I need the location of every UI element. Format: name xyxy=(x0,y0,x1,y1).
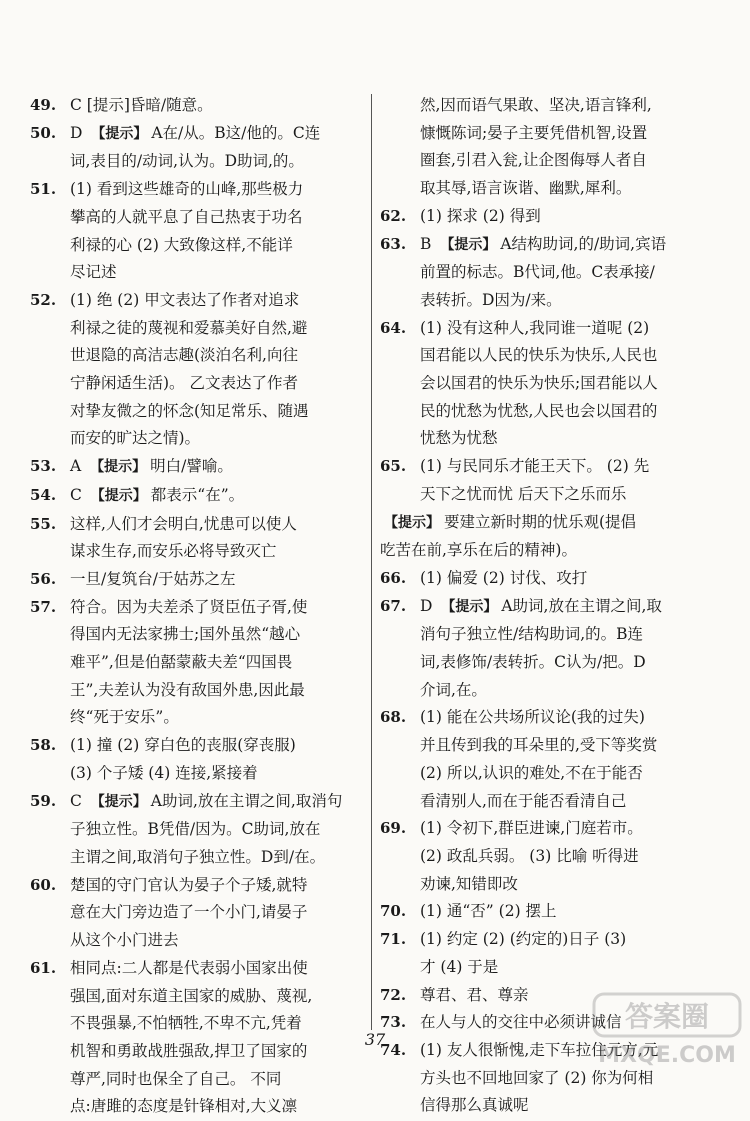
question-number: 58. xyxy=(30,736,57,755)
question-number: 57. xyxy=(30,597,57,616)
question-number: 62. xyxy=(380,206,407,225)
answer-item-67 xyxy=(380,593,720,705)
answer-line: (1) 通“否” (2) 摆上 xyxy=(420,902,557,921)
answer-line: 相同点:二人都是代表弱小国家出使 xyxy=(70,958,308,977)
answer-line: (1) 绝 (2) 甲文表达了作者对追求 xyxy=(70,290,300,309)
hint-marker: 【提示】 xyxy=(90,793,147,810)
question-number: 70. xyxy=(380,902,407,921)
hint-marker: 【提示】 xyxy=(441,598,498,615)
answer-line: 利禄之徒的蔑视和爱慕美好自然,避 xyxy=(70,318,308,337)
answer-item-49 xyxy=(30,92,366,120)
answer-line: 主谓之间,取消句子独立性。D到/在。 xyxy=(70,847,326,866)
answer-line: 得国内无法家拂士;国外虽然“越心 xyxy=(70,625,301,644)
answer-item-62 xyxy=(380,203,720,231)
answer-line: (1) 看到这些雄奇的山峰,那些极力 xyxy=(70,180,304,199)
answer-line: 才 (4) 于是 xyxy=(420,957,499,976)
hint-marker: 【提示】 xyxy=(90,487,147,504)
question-number: 59. xyxy=(30,791,57,810)
answer-line: 并且传到我的耳朵里的,受下等奖赏 xyxy=(420,736,658,755)
answer-line: B 【提示】 A结构助词,的/助词,宾语 xyxy=(420,234,667,253)
answer-item-68 xyxy=(380,704,720,815)
answer-line: 前置的标志。B代词,他。C表承接/ xyxy=(420,263,655,282)
answer-line: (1) 友人很惭愧,走下车拉住元方,元 xyxy=(420,1040,659,1059)
question-number: 64. xyxy=(380,318,407,337)
answer-item-60 xyxy=(30,872,366,955)
answer-line: 劝谏,知错即改 xyxy=(420,874,518,893)
answer-item-64 xyxy=(380,315,720,454)
answer-line: 慷慨陈词;晏子主要凭借机智,设置 xyxy=(420,123,648,142)
answer-item-63 xyxy=(380,231,720,315)
answer-line: 一旦/复筑台/于姑苏之左 xyxy=(70,569,236,588)
answer-line: 不畏强暴,不怕牺牲,不卑不亢,凭着 xyxy=(70,1014,302,1033)
page-number: 37 xyxy=(364,1030,386,1049)
answer-line: 词,表修饰/表转折。C认为/把。D xyxy=(420,653,646,672)
right-answer-column xyxy=(380,92,720,1120)
answer-line: 终“死于安乐”。 xyxy=(70,708,179,727)
answer-line: 方头也不回地回家了 (2) 你为何相 xyxy=(420,1068,654,1087)
answer-line: 谋求生存,而安乐必将导致灭亡 xyxy=(70,542,277,561)
answer-line: C 【提示】 A助词,放在主谓之间,取消句 xyxy=(70,791,343,810)
answer-line: 对挚友微之的怀念(知足常乐、随遇 xyxy=(70,401,309,420)
question-number: 49. xyxy=(30,96,57,114)
answer-line: (3) 个子矮 (4) 连接,紧接着 xyxy=(70,763,258,782)
answer-line: 子独立性。B凭借/因为。C助词,放在 xyxy=(70,820,321,839)
answer-line: 忧愁为忧愁 xyxy=(420,429,498,448)
answer-item-58 xyxy=(30,732,366,787)
answer-line: (2) 所以,认识的难处,不在于能否 xyxy=(420,763,643,782)
answer-line: 圈套,引君入瓮,让企图侮辱人者自 xyxy=(420,151,647,170)
question-number: 73. xyxy=(380,1013,407,1032)
answer-line: C 【提示】 都表示“在”。 xyxy=(70,485,245,504)
answer-item-54 xyxy=(30,482,366,511)
answer-line: (1) 偏爱 (2) 讨伐、攻打 xyxy=(420,568,588,587)
answer-line: 攀高的人就平息了自己热衷于功名 xyxy=(70,207,303,226)
answer-line: 从这个小门进去 xyxy=(70,931,179,950)
answer-line: 符合。因为夫差杀了贤臣伍子胥,使 xyxy=(70,597,308,616)
watermark-bottom-text: MXQE.COM xyxy=(598,1043,736,1068)
answer-line: (1) 撞 (2) 穿白色的丧服(穿丧服) xyxy=(70,736,296,755)
answer-line: 然,因而语气果敢、坚决,语言锋利, xyxy=(420,96,652,114)
answer-line: 宁静闲适生活)。 乙文表达了作者 xyxy=(70,374,298,393)
answer-line: 难平”,但是伯嚭蒙蔽夫差“四国畏 xyxy=(70,653,293,672)
hint-marker: 【提示】 xyxy=(384,514,440,531)
answer-line: 吃苦在前,享乐在后的精神)。 xyxy=(380,541,577,560)
question-number: 56. xyxy=(30,569,57,588)
answer-line: 信得那么真诚呢 xyxy=(420,1096,529,1115)
question-number: 54. xyxy=(30,485,57,504)
answer-line: 消句子独立性/结构助词,的。B连 xyxy=(420,625,644,644)
answer-item-55 xyxy=(30,511,366,566)
question-number: 55. xyxy=(30,514,57,533)
answer-item-51 xyxy=(30,176,366,287)
question-number: 71. xyxy=(380,930,407,949)
answer-line: (1) 能在公共场所议论(我的过失) xyxy=(420,708,645,727)
question-number: 69. xyxy=(380,819,407,838)
answer-line: 【提示】 要建立新时期的忧乐观(提倡 xyxy=(384,512,637,531)
answer-line: 世退隐的高洁志趣(淡泊名利,向往 xyxy=(70,346,298,365)
question-number: 63. xyxy=(380,234,407,253)
answer-item-69 xyxy=(380,815,720,898)
answer-line: 利禄的心 (2) 大致像这样,不能详 xyxy=(70,235,293,254)
answer-line: (1) 探求 (2) 得到 xyxy=(420,206,541,225)
answer-item-52 xyxy=(30,287,366,453)
answer-line: 词,表目的/动词,认为。D助词,的。 xyxy=(70,152,304,171)
watermark-logo xyxy=(592,990,742,1070)
answer-line: 楚国的守门官认为晏子个子矮,就特 xyxy=(70,875,308,894)
answer-line: 取其辱,语言诙谐、幽默,犀利。 xyxy=(420,179,632,198)
answer-line: (1) 没有这种人,我同谁一道呢 (2) xyxy=(420,318,650,337)
question-number: 67. xyxy=(380,596,407,615)
answer-item-59 xyxy=(30,788,366,872)
question-number: 61. xyxy=(30,958,57,977)
answer-line: (1) 约定 (2) (约定的)日子 (3) xyxy=(420,930,627,949)
answer-line: 表转折。D因为/来。 xyxy=(420,290,562,309)
answer-line: A 【提示】 明白/譬喻。 xyxy=(70,457,233,476)
answer-item-57 xyxy=(30,594,366,733)
answer-line: 会以国君的快乐为快乐;国君能以人 xyxy=(420,374,658,393)
answer-line: 尽记述 xyxy=(70,263,117,282)
question-number: 74. xyxy=(380,1040,407,1059)
hint-marker: 【提示】 xyxy=(91,125,148,142)
answer-line: 强国,面对东道主国家的威胁、蔑视, xyxy=(70,986,313,1005)
answer-line: 意在大门旁边造了一个小门,请晏子 xyxy=(70,903,308,922)
answer-line: 点:唐雎的态度是针锋相对,大义凛 xyxy=(70,1097,298,1116)
hint-marker: 【提示】 xyxy=(90,459,147,476)
answer-item-56 xyxy=(30,566,366,594)
hint-marker: 【提示】 xyxy=(440,236,497,253)
answer-line: 尊君、君、尊亲 xyxy=(420,985,529,1004)
answer-item-53 xyxy=(30,453,366,482)
question-number: 65. xyxy=(380,457,407,476)
answer-item-66 xyxy=(380,565,720,593)
answer-continuation xyxy=(380,509,720,565)
answer-line: D 【提示】 A助词,放在主谓之间,取 xyxy=(420,596,662,615)
question-number: 51. xyxy=(30,180,57,199)
question-number: 50. xyxy=(30,123,57,142)
question-number: 53. xyxy=(30,457,57,476)
answer-continuation xyxy=(380,92,720,203)
answer-line: 王”,夫差认为没有敌国外患,因此最 xyxy=(70,680,305,699)
answer-line: 国君能以人民的快乐为快乐,人民也 xyxy=(420,346,658,365)
watermark-top-text: 答案圈 xyxy=(624,1000,710,1033)
answer-line: 天下之忧而忧 后天下之乐而乐 xyxy=(420,484,627,503)
answer-line: (1) 令初下,群臣进谏,门庭若市。 xyxy=(420,819,643,838)
answer-item-71 xyxy=(380,926,720,981)
answer-line: (1) 与民同乐才能王天下。 (2) 先 xyxy=(420,457,650,476)
answer-item-65 xyxy=(380,453,720,508)
question-number: 66. xyxy=(380,568,407,587)
answer-line: 尊严,同时也保全了自己。 不同 xyxy=(70,1069,282,1088)
question-number: 52. xyxy=(30,290,57,309)
question-number: 72. xyxy=(380,985,407,1004)
answer-line: D 【提示】 A在/从。B这/他的。C连 xyxy=(70,123,321,142)
answer-line: 民的忧愁为忧愁,人民也会以国君的 xyxy=(420,401,658,420)
question-number: 60. xyxy=(30,875,57,894)
answer-line: 看清别人,而在于能否看清自己 xyxy=(420,791,627,810)
answer-line: (2) 政乱兵弱。 (3) 比喻 听得进 xyxy=(420,846,639,865)
answer-line: 这样,人们才会明白,忧患可以使人 xyxy=(70,514,297,533)
answer-line: 在人与人的交往中必须讲诚信 xyxy=(420,1013,622,1032)
answer-line: 介词,在。 xyxy=(420,680,487,699)
answer-line: 机智和勇敢战胜强敌,捍卫了国家的 xyxy=(70,1041,308,1060)
answer-line: 而安的旷达之情)。 xyxy=(70,429,201,448)
answer-item-50 xyxy=(30,120,366,176)
answer-item-70 xyxy=(380,898,720,926)
left-answer-column xyxy=(30,92,366,1121)
column-divider xyxy=(371,94,372,1030)
answer-line: C [提示]昏暗/随意。 xyxy=(70,96,213,114)
question-number: 68. xyxy=(380,708,407,727)
